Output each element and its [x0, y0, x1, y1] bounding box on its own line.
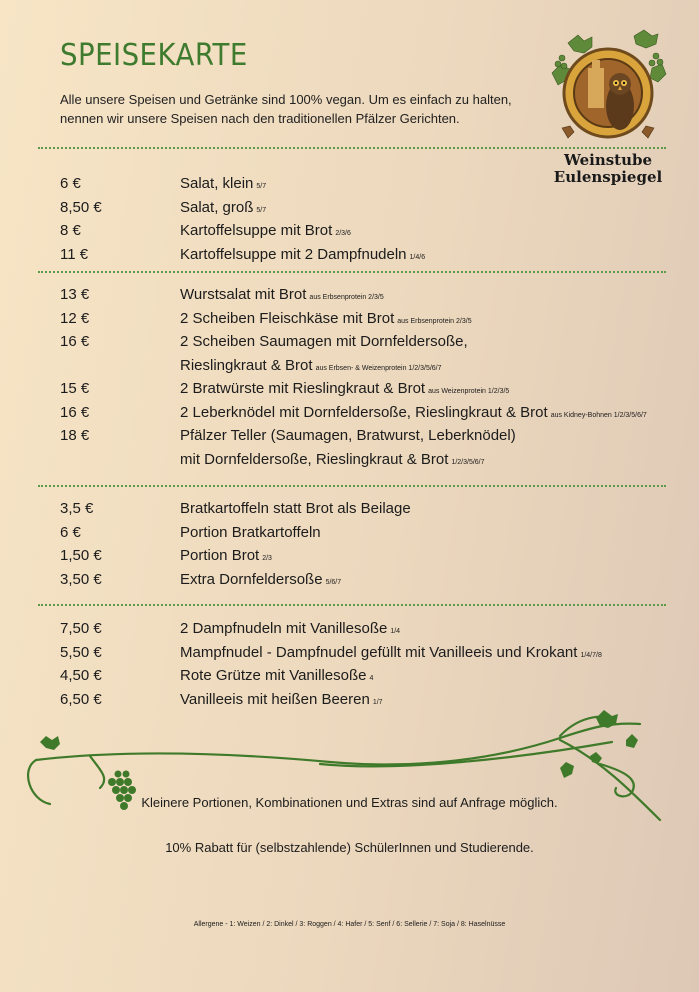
menu-section-soups-salads: [60, 172, 670, 266]
item-price: 5,50 €: [60, 643, 102, 661]
item-name: Rote Grütze mit Vanillesoße: [180, 667, 367, 684]
item-price: 3,5 €: [60, 500, 94, 517]
item-allergens: 5/6/7: [325, 578, 342, 586]
leaf-icon: [590, 752, 602, 764]
menu-item: [60, 664, 670, 688]
item-price: 8 €: [60, 222, 81, 239]
menu-item: [60, 497, 670, 521]
logo-name-line1: Weinstube: [563, 151, 653, 169]
item-price: 18 €: [60, 427, 90, 444]
item-allergens: 2/3: [262, 555, 272, 562]
item-allergens: aus Erbsen- & Weizenprotein 1/2/3/5/6/7: [315, 364, 442, 372]
menu-item: [60, 330, 670, 354]
page-title: SPEISEKARTE: [60, 38, 248, 73]
section-divider: [38, 147, 666, 149]
menu-section-sides: [60, 497, 670, 591]
menu-item: [60, 172, 670, 196]
menu-item: [60, 243, 670, 267]
item-price: 12 €: [60, 309, 90, 327]
item-price: 6 €: [60, 175, 81, 192]
item-allergens: 1/7: [372, 698, 383, 706]
section-divider: [38, 485, 666, 487]
leaf-icon: [626, 734, 638, 748]
item-allergens: aus Erbsenprotein 2/3/5: [309, 294, 384, 301]
leaf-icon: [560, 762, 574, 778]
menu-section-main-dishes: [60, 283, 670, 471]
item-name: 2 Scheiben Saumagen mit Dornfeldersoße,: [180, 333, 468, 350]
section-divider: [38, 604, 666, 606]
menu-item: [60, 568, 670, 592]
item-name: Salat, groß: [180, 198, 254, 216]
menu-item: [60, 544, 670, 568]
item-name: Kartoffelsuppe mit Brot: [180, 222, 333, 239]
item-price: 4,50 €: [60, 667, 102, 684]
menu-item: [60, 521, 670, 545]
menu-item: [60, 401, 670, 425]
owl-figure: [606, 73, 634, 130]
menu-item: [60, 641, 670, 665]
item-allergens: aus Erbsenprotein 2/3/5: [397, 317, 472, 325]
menu-item: [60, 377, 670, 401]
item-name: 2 Scheiben Fleischkäse mit Brot: [180, 309, 395, 327]
menu-item: [60, 307, 670, 331]
menu-item: [60, 219, 670, 243]
item-name: Salat, klein: [180, 175, 254, 192]
menu-item: [60, 617, 670, 641]
item-price: 16 €: [60, 403, 90, 421]
item-allergens: aus Kidney-Bohnen 1/2/3/5/6/7: [550, 411, 647, 419]
item-price: 8,50 €: [60, 198, 102, 216]
item-allergens: 1/4: [390, 628, 401, 635]
item-price: 1,50 €: [60, 547, 102, 564]
item-name: Kartoffelsuppe mit 2 Dampfnudeln: [180, 245, 407, 263]
menu-item-continuation: [60, 354, 670, 378]
item-price: 3,50 €: [60, 570, 102, 588]
item-name: 2 Dampfnudeln mit Vanillesoße: [180, 620, 388, 637]
leaf-icon: [40, 736, 60, 750]
intro-text: Alle unsere Speisen und Getränke sind 100% vegan. Um es einfach zu halten, nennen wir unsere Speisen nach den traditionellen Pfälzer Gerichten.: [60, 92, 512, 126]
item-price: 11 €: [60, 245, 89, 263]
item-allergens: 5/7: [256, 183, 267, 190]
item-name: Portion Bratkartoffeln: [180, 523, 321, 541]
item-allergens: 2/3/6: [335, 230, 351, 237]
item-price: 15 €: [60, 380, 90, 397]
item-name: Rieslingkraut & Brot: [180, 356, 313, 374]
menu-item: [60, 283, 670, 307]
menu-item: [60, 196, 670, 220]
item-allergens: 4: [369, 675, 374, 682]
menu-section-desserts: [60, 617, 670, 711]
item-price: 6 €: [60, 523, 81, 541]
item-name: 2 Bratwürste mit Rieslingkraut & Brot: [180, 380, 426, 397]
item-name: Extra Dornfeldersoße: [180, 570, 323, 588]
item-price: 13 €: [60, 286, 90, 303]
item-allergens: aus Weizenprotein 1/2/3/5: [428, 388, 510, 395]
item-price: 7,50 €: [60, 620, 102, 637]
item-name: mit Dornfeldersoße, Rieslingkraut & Brot: [180, 450, 449, 468]
item-name: Pfälzer Teller (Saumagen, Bratwurst, Leberknödel): [180, 427, 516, 444]
logo-name-line2: Eulenspiegel: [553, 168, 663, 186]
item-allergens: 1/4/7/8: [580, 651, 602, 659]
section-divider: [38, 271, 666, 273]
discount-note: 10% Rabatt für (selbstzahlende) SchülerInnen und Studierende.: [165, 840, 534, 855]
item-allergens: 1/2/3/5/6/7: [451, 458, 485, 466]
item-price: 16 €: [60, 333, 90, 350]
item-allergens: 1/4/6: [409, 253, 426, 261]
item-price: 6,50 €: [60, 690, 102, 708]
allergen-legend: Allergene - 1: Weizen / 2: Dinkel / 3: Roggen / 4: Hafer / 5: Senf / 6: Sellerie / 7: Soja / 8: Haselnüsse: [193, 921, 506, 928]
item-allergens: 5/7: [256, 206, 267, 214]
portions-note: Kleinere Portionen, Kombinationen und Extras sind auf Anfrage möglich.: [141, 795, 558, 810]
item-name: Vanilleeis mit heißen Beeren: [180, 690, 370, 708]
menu-item-continuation: [60, 448, 670, 472]
menu-item: [60, 424, 670, 448]
item-name: Wurstsalat mit Brot: [180, 286, 307, 303]
item-name: Bratkartoffeln statt Brot als Beilage: [180, 500, 411, 517]
item-name: Portion Brot: [180, 547, 260, 564]
item-name: Mampfnudel - Dampfnudel gefüllt mit Vanilleeis und Krokant: [180, 643, 578, 661]
item-name: 2 Leberknödel mit Dornfeldersoße, Rieslingkraut & Brot: [180, 403, 548, 421]
grapevine-decoration: [0, 700, 699, 840]
